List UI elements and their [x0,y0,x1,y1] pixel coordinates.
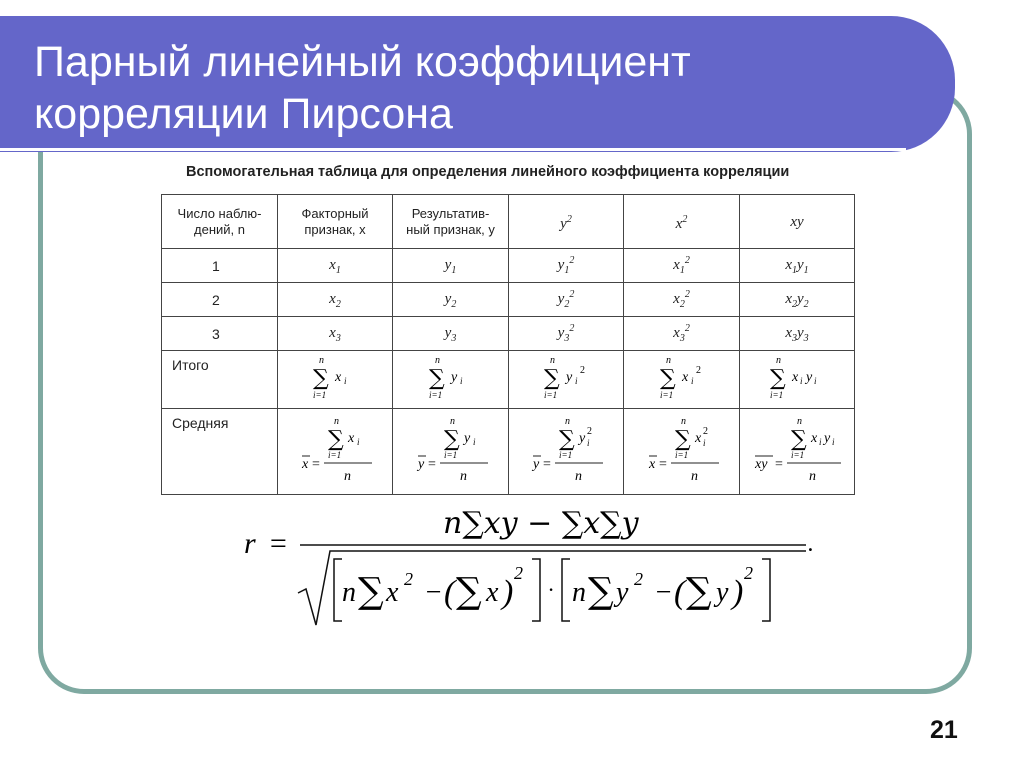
svg-text:n: n [319,355,324,366]
svg-text:∑: ∑ [559,427,575,452]
cell-y: $y_1$ [393,249,509,283]
svg-text:n: n [550,355,555,366]
svg-text:∑: ∑ [544,366,560,391]
table-row [162,249,855,283]
svg-text:2: 2 [634,569,643,589]
total-sum-x-squared [624,351,740,409]
pearson-formula-svg [238,505,818,630]
svg-text:y: y [463,431,470,446]
left-bracket-1 [334,559,342,621]
mean-x-formula [290,412,380,488]
mean-xy [740,409,855,495]
cell-xy: $x_3y_3$ [740,317,855,351]
svg-text:y: y [824,431,831,446]
svg-text:2: 2 [580,365,585,376]
svg-text:=: = [543,457,551,472]
right-bracket-2 [762,559,770,621]
svg-text:n: n [334,416,339,427]
svg-text:y: y [579,431,586,446]
svg-text:y: y [806,370,813,385]
svg-text:∑: ∑ [313,366,329,391]
svg-text:x: x [302,457,309,472]
header-observations: Число наблю- дений, n [162,195,278,249]
total-label: Итого [162,351,278,409]
header-factor: Факторный признак, x [278,195,393,249]
svg-text:i=1: i=1 [791,450,805,460]
cell-y-squared: $y_3^2$ [509,317,624,351]
mean-xy-formula [747,412,847,488]
sum-y2-formula [536,353,596,403]
svg-text:∑: ∑ [791,427,807,452]
mean-y2-formula [521,412,611,488]
svg-text:n: n [344,469,351,484]
svg-text:i: i [587,438,590,448]
mean-y [393,409,509,495]
svg-text:x: x [681,370,688,385]
auxiliary-table [161,194,855,495]
svg-text:i=1: i=1 [428,390,442,400]
cell-y: $y_2$ [393,283,509,317]
svg-text:∑: ∑ [674,427,691,452]
svg-text:n: n [776,355,781,366]
svg-text:2: 2 [702,426,708,437]
table-header-row [162,195,855,249]
svg-text:n: n [565,416,570,427]
svg-text:i: i [814,376,817,386]
svg-text:=: = [427,457,436,472]
svg-text:xy: xy [755,457,768,472]
mean-label: Средняя [162,409,278,495]
title-line-1: Парный линейный коэффициент [34,38,691,86]
svg-text:n: n [459,469,467,484]
svg-text:=: = [775,457,783,472]
svg-text:2: 2 [404,569,413,589]
cell-x-squared: $x_1^2$ [624,249,740,283]
svg-text:i=1: i=1 [443,450,457,460]
total-sum-y [393,351,509,409]
svg-text:∑: ∑ [456,571,482,612]
svg-text:y: y [450,370,457,385]
svg-text:y: y [616,577,629,608]
svg-text:i: i [344,376,347,386]
sum-x-formula [305,353,365,403]
mean-x-squared [624,409,740,495]
mean-x2-formula [637,412,727,488]
cell-x: $x_1$ [278,249,393,283]
sum-y-formula [421,353,481,403]
table-row [162,283,855,317]
svg-text:i: i [832,437,835,447]
svg-text:i: i [819,437,822,447]
table-row [162,317,855,351]
svg-text:·: · [548,577,554,602]
cell-x-squared: $x_2^2$ [624,283,740,317]
svg-text:∑: ∑ [659,366,676,391]
header-y-squared: $y^2$ [509,195,624,249]
svg-text:∑: ∑ [428,366,445,391]
svg-text:−: − [424,577,443,608]
formula-equals: = [268,527,289,560]
svg-text:y: y [533,457,540,472]
cell-x-squared: $x_3^2$ [624,317,740,351]
sum-x2-formula [652,353,712,403]
svg-text:=: = [658,457,667,472]
mean-y-squared [509,409,624,495]
svg-text:y: y [566,370,573,385]
svg-text:x: x [694,431,701,446]
svg-text:n: n [690,469,698,484]
cell-y: $y_3$ [393,317,509,351]
svg-text:∑: ∑ [770,366,786,391]
svg-text:i=1: i=1 [313,390,327,400]
title-bar [0,16,955,152]
title-line-2: корреляции Пирсона [34,90,453,138]
svg-text:x: x [348,431,355,446]
svg-text:n: n [797,416,802,427]
table-caption: Вспомогательная таблица для определения линейного коэффициента корреляции [186,164,790,180]
svg-text:i: i [800,376,803,386]
svg-text:∑: ∑ [588,571,614,612]
svg-text:n: n [665,355,671,366]
row-number: 1 [162,249,278,283]
svg-text:i: i [357,437,360,447]
row-number: 3 [162,317,278,351]
cell-y-squared: $y_1^2$ [509,249,624,283]
cell-xy: $x_2y_2$ [740,283,855,317]
header-result: Результатив- ный признак, y [393,195,509,249]
svg-text:∑: ∑ [686,571,712,612]
svg-text:i: i [472,437,476,447]
svg-text:x: x [811,431,818,446]
svg-text:2: 2 [744,563,753,583]
cell-x: $x_2$ [278,283,393,317]
svg-text:(: ( [444,574,456,611]
svg-text:i=1: i=1 [659,390,673,400]
svg-text:n: n [342,577,356,608]
right-bracket-1 [532,559,540,621]
svg-text:2: 2 [514,563,523,583]
svg-text:∑: ∑ [328,427,344,452]
svg-text:2: 2 [695,365,701,376]
left-bracket-2 [562,559,570,621]
page-number: 21 [930,716,958,744]
svg-text:(: ( [674,574,686,611]
formula-r-symbol: r [244,527,256,560]
title-underline [0,148,906,151]
svg-text:i=1: i=1 [544,390,558,400]
svg-text:x: x [792,370,799,385]
svg-text:i: i [702,438,706,448]
svg-text:n: n [449,416,455,427]
formula-denominator [334,559,770,621]
svg-text:i=1: i=1 [328,450,342,460]
mean-y-formula [406,412,496,488]
sum-xy-formula [762,353,832,403]
svg-text:−: − [654,577,673,608]
svg-text:n: n [680,416,686,427]
cell-y-squared: $y_2^2$ [509,283,624,317]
formula-period: . [808,531,814,557]
table-row-total [162,351,855,409]
svg-text:x: x [386,577,399,608]
pearson-formula [238,505,818,630]
svg-text:n: n [572,577,586,608]
svg-text:n: n [434,355,440,366]
svg-text:n: n [575,469,582,484]
svg-text:x: x [648,457,655,472]
svg-text:n: n [809,469,816,484]
svg-text:2: 2 [587,426,592,437]
svg-text:): ) [502,574,514,611]
svg-text:x: x [486,577,499,608]
svg-text:y: y [716,577,729,608]
svg-text:i: i [575,376,578,386]
svg-text:x: x [335,370,342,385]
cell-xy: $x_1y_1$ [740,249,855,283]
mean-x [278,409,393,495]
svg-text:y: y [417,457,424,472]
page-title [34,36,691,140]
svg-text:=: = [312,457,320,472]
row-number: 2 [162,283,278,317]
svg-text:∑: ∑ [443,427,460,452]
cell-x: $x_3$ [278,317,393,351]
svg-text:i: i [690,376,694,386]
svg-text:): ) [732,574,744,611]
formula-numerator: n∑xy − ∑x∑y [443,506,639,541]
total-sum-xy [740,351,855,409]
svg-text:i: i [459,376,463,386]
svg-text:i=1: i=1 [770,390,784,400]
header-xy: xy [740,195,855,249]
header-x-squared: $x^2$ [624,195,740,249]
total-sum-x [278,351,393,409]
total-sum-y-squared [509,351,624,409]
svg-text:i=1: i=1 [674,450,688,460]
svg-text:∑: ∑ [358,571,384,612]
table-row-mean [162,409,855,495]
svg-text:i=1: i=1 [559,450,573,460]
